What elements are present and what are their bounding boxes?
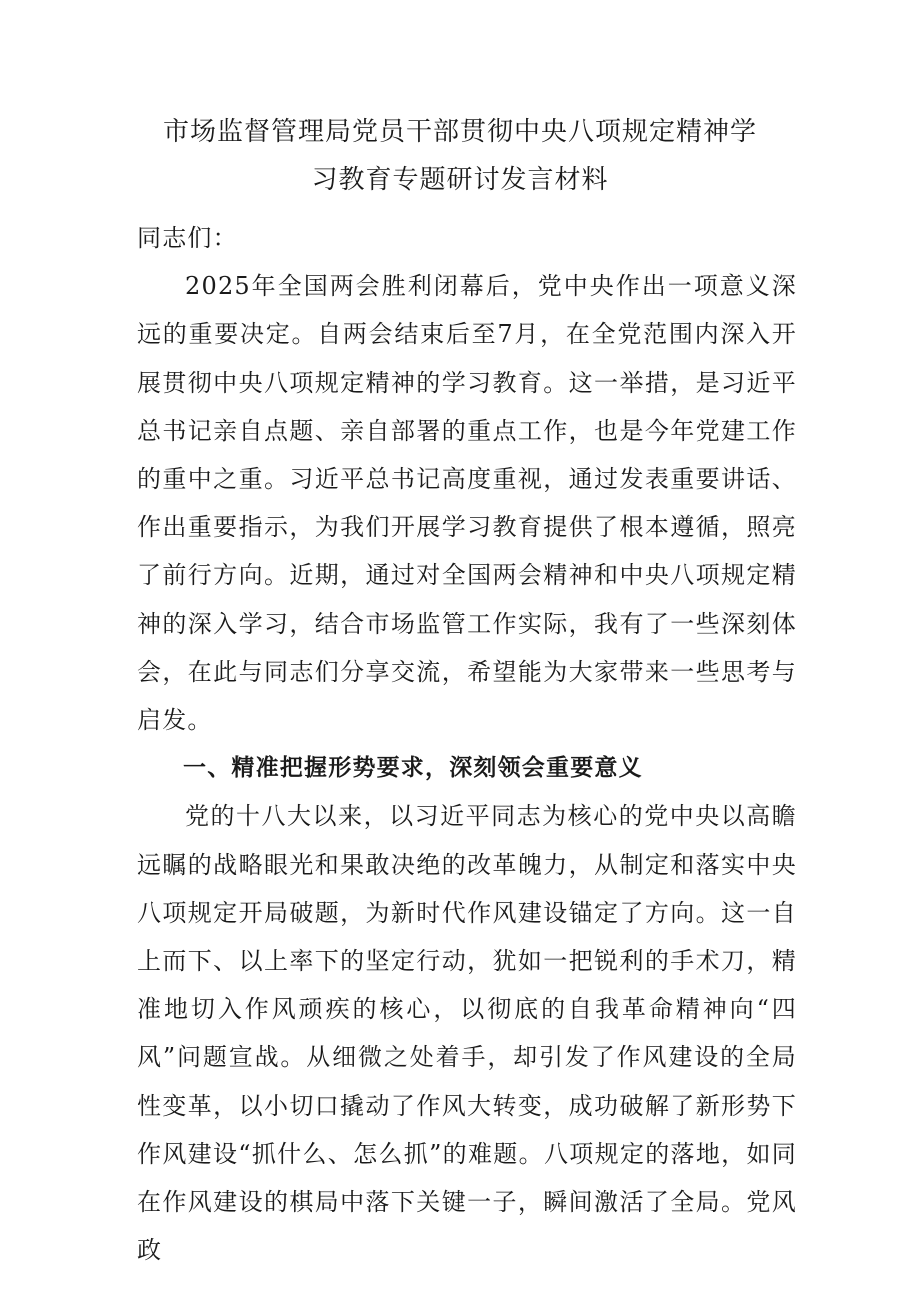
intro-paragraph: 2025年全国两会胜利闭幕后，党中央作出一项意义深远的重要决定。自两会结束后至7月，在全党范围内深入开展贯彻中央八项规定精神的学习教育。这一举措，是习近平总书记亲自点题、亲自部署的重点工作，也是今年党建工作的重中之重。习近平总书记高度重视，通过发表重要讲话、作出重要指示，为我们开展学习教育提供了根本遵循，照亮了前行方向。近期，通过对全国两会精神和中央八项规定精神的深入学习，结合市场监管工作实际，我有了一些深刻体会，在此与同志们分享交流，希望能为大家带来一些思考与启发。 [137, 272, 797, 735]
section-heading-1: 一、精准把握形势要求，深刻领会重要意义 [183, 755, 643, 782]
document-title-line-1: 市场监督管理局党员干部贯彻中央八项规定精神学 [162, 117, 757, 147]
document-body [137, 214, 797, 1274]
section-1-paragraph: 党的十八大以来，以习近平同志为核心的党中央以高瞻远瞩的战略眼光和果敢决绝的改革魄力，从制定和落实中央八项规定开局破题，为新时代作风建设锚定了方向。这一自上而下、以上率下的坚定行动，犹如一把锐利的手术刀，精准地切入作风顽疾的核心，以彻底的自我革命精神向“四风”问题宣战。从细微之处着手，却引发了作风建设的全局性变革，以小切口撬动了作风大转变，成功破解了新形势下作风建设“抓什么、怎么抓”的难题。八项规定的落地，如同在作风建设的棋局中落下关键一子，瞬间激活了全局。党风政 [137, 802, 797, 1265]
salutation: 同志们： [137, 224, 238, 252]
document-title-line-2: 习教育专题研讨发言材料 [311, 165, 609, 195]
